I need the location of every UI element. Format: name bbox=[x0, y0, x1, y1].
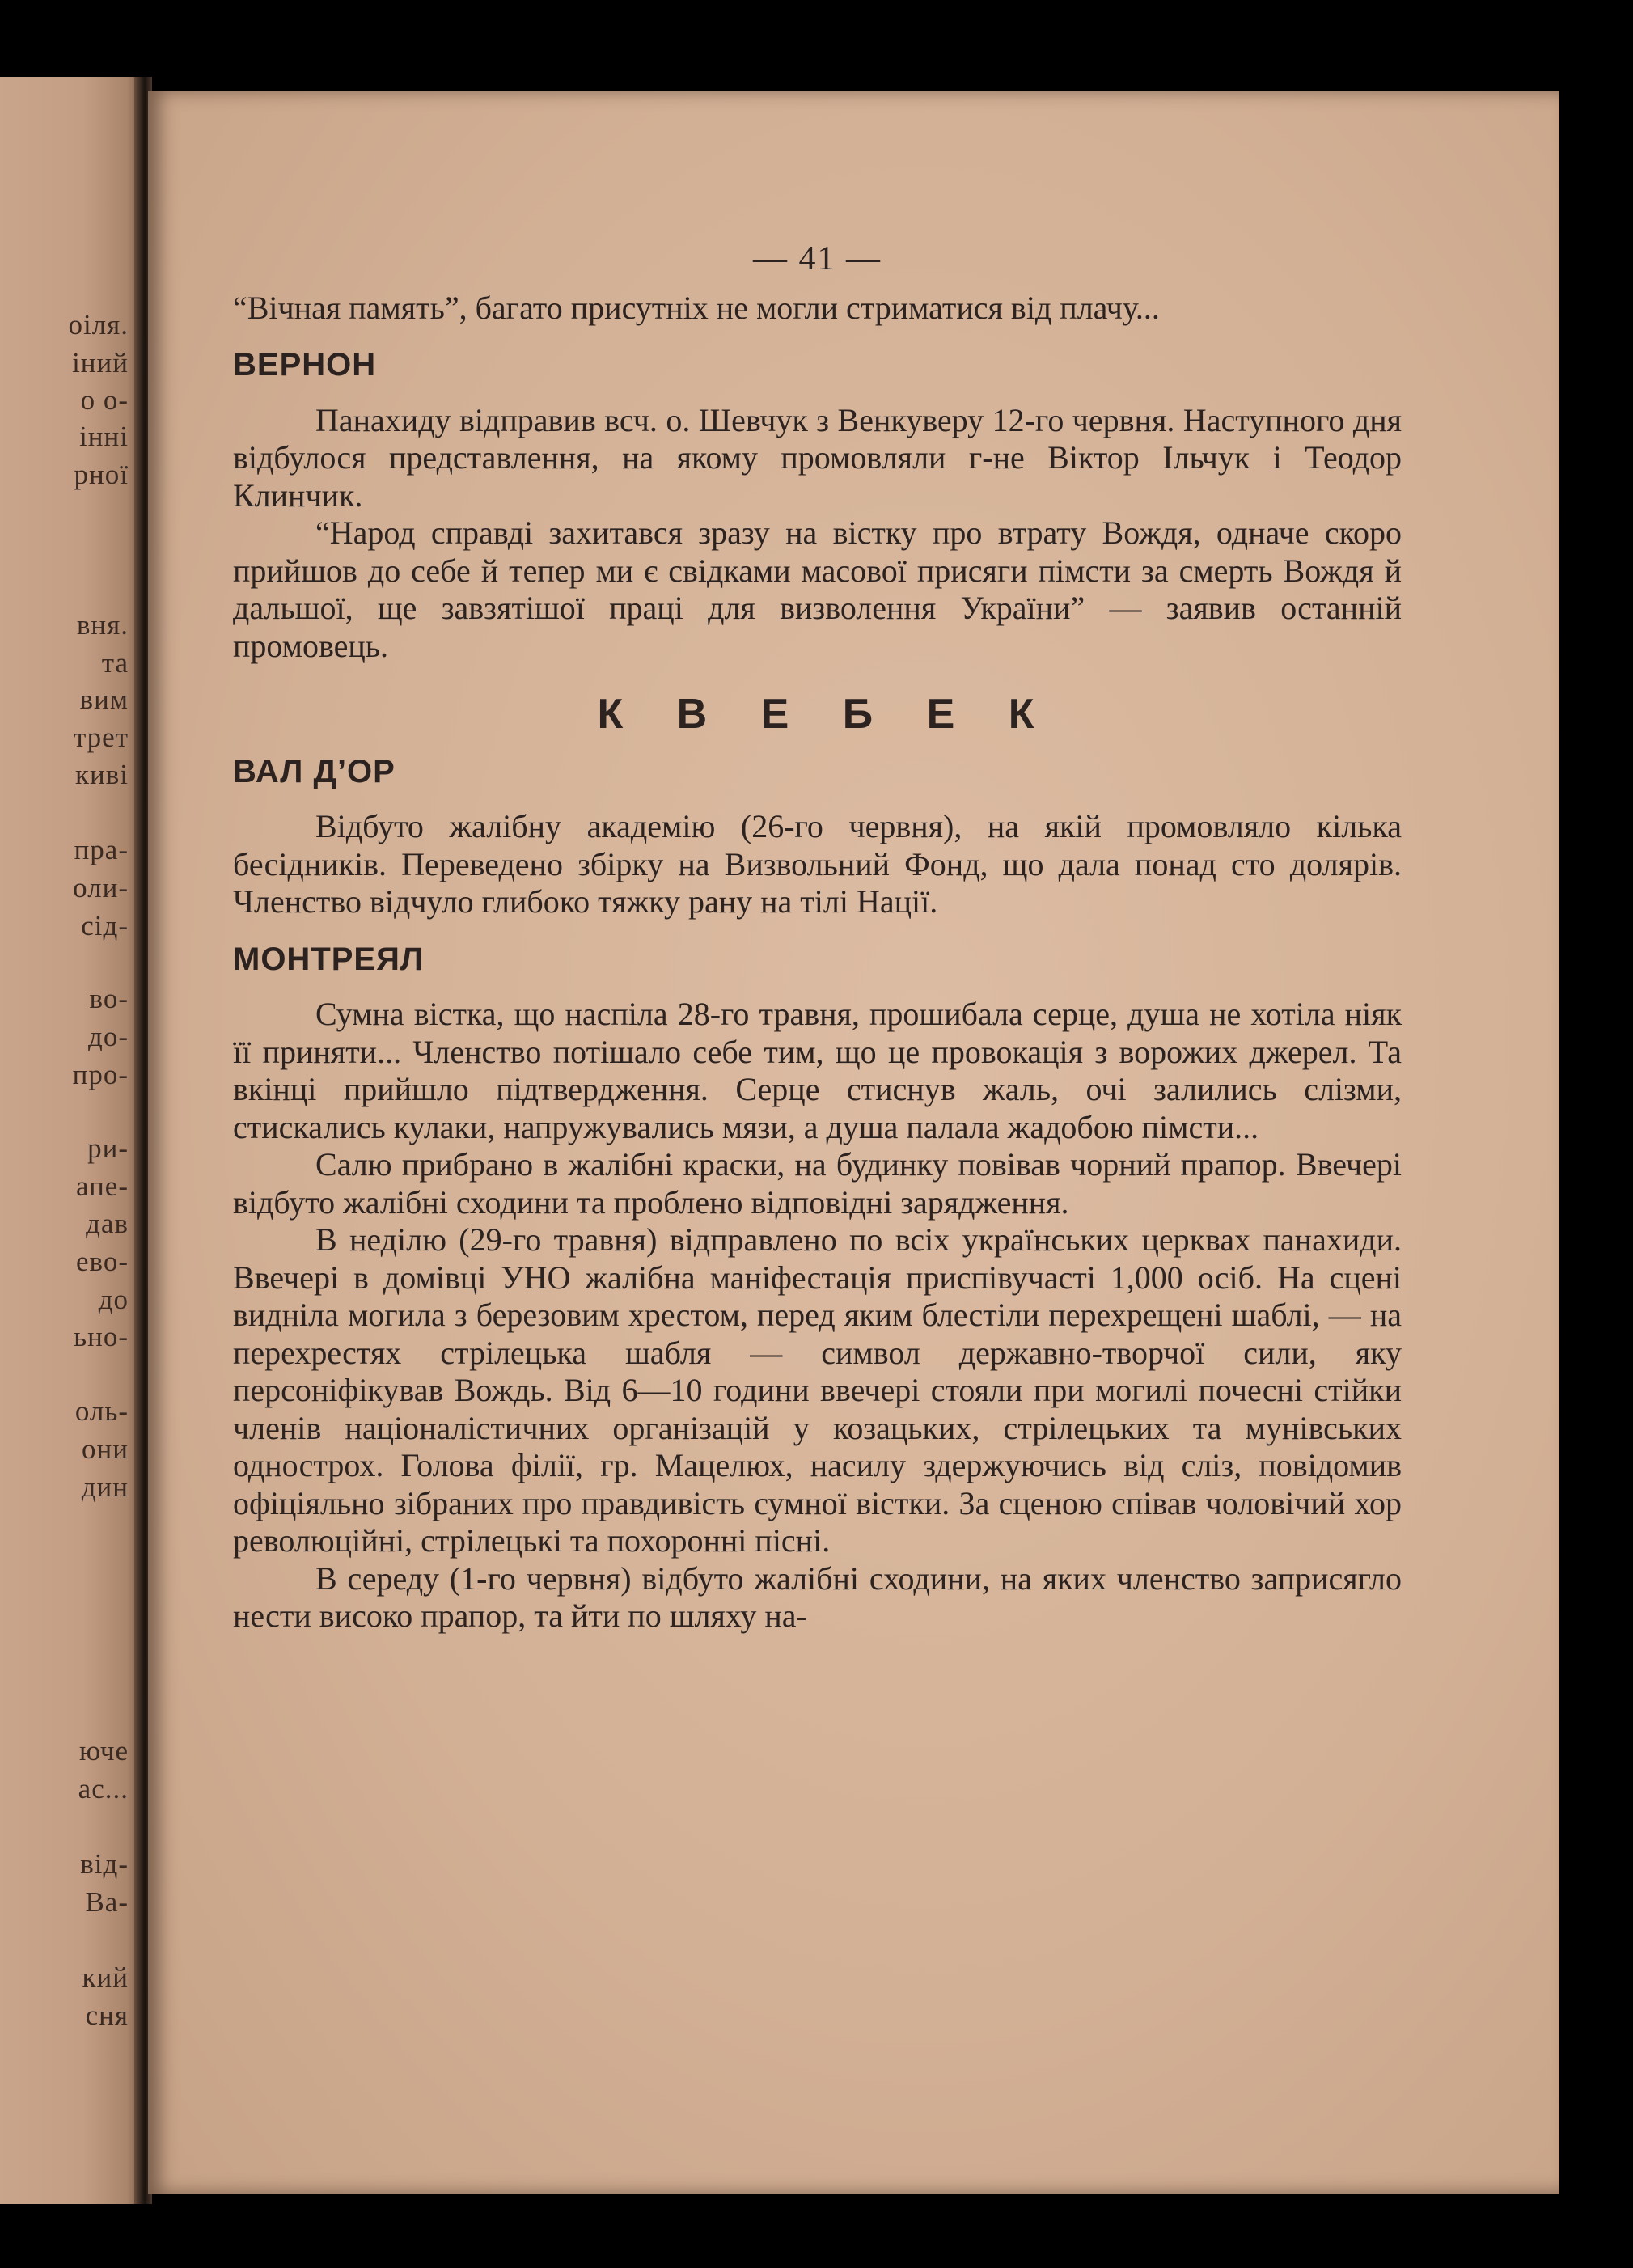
left-page-fragment: вня. bbox=[76, 609, 129, 641]
montreal-paragraph: В неділю (29-го травня) відправлено по всіх українських церквах панахиди. Ввечері в домівці УНО жалібна маніфестація приспівучасті 1,000 осіб. На сцені видніла могила з березовим хрестом, перед яким блестіли перехрещені шаблі, — на перехрестях стрілецька шабля — символ державно-творчої сили, яку персоніфікував Вождь. Від 6—10 години ввечері стояли при могилі почесні стійки членів націоналістичних організацій у козацьких, стрілецьких та мунівських однострох. Голова філії, гр. Мацелюх, насилу здержуючись від сліз, повідомив офіціяльно зібраних про правдивість сумної вістки. За сценою співав чоловічий хор революційні, стрілецькі та похоронні пісні. bbox=[233, 1221, 1402, 1559]
left-page-fragment: іний bbox=[72, 347, 129, 379]
montreal-paragraph: Салю прибрано в жалібні краски, на будинку повівав чорний прапор. Ввечері відбуто жалібні сходини та проблено відповідні зарядження. bbox=[233, 1146, 1402, 1221]
section-heading-valdor: ВАЛ Д’ОР bbox=[233, 753, 396, 789]
vernon-paragraph: “Народ справді захитався зразу на вістку про втрату Вождя, одначе скоро прийшов до себе й тепер ми є свідками масової присяги пімсти за смерть Вождя й дальшої, ще завзятішої праці для визволення України” — заявив останній промовець. bbox=[233, 514, 1402, 664]
section-heading-vernon: ВЕРНОН bbox=[233, 347, 377, 383]
left-page-fragment: ас... bbox=[78, 1773, 129, 1805]
left-page-fragment: про- bbox=[72, 1059, 129, 1090]
left-page-fragment: від- bbox=[80, 1848, 129, 1880]
left-page-fragment: оли- bbox=[73, 872, 129, 903]
left-page-fragment: о о- bbox=[80, 384, 129, 416]
left-page-fragment: трет bbox=[73, 721, 129, 753]
left-page-fragment: Ва- bbox=[85, 1886, 129, 1918]
left-page-fragment: ево- bbox=[76, 1246, 129, 1277]
left-page-fragment: до- bbox=[88, 1021, 129, 1052]
left-page-fragment: пра- bbox=[74, 834, 129, 865]
left-page-fragment: ьно- bbox=[74, 1321, 129, 1352]
left-page-fragment: вим bbox=[79, 683, 129, 715]
left-page-fragment: кий bbox=[82, 1961, 129, 1993]
montreal-paragraph: В середу (1-го червня) відбуто жалібні сходини, на яких членство заприсягло нести високо прапор, та йти по шляху на- bbox=[233, 1559, 1402, 1634]
left-page-fragment: дав bbox=[86, 1208, 129, 1239]
left-page-fragment: оль- bbox=[74, 1395, 129, 1427]
left-page-fragment: рної bbox=[74, 459, 129, 490]
left-page-fragment: сня bbox=[85, 1999, 129, 2031]
left-page-fragment: сід- bbox=[81, 910, 129, 941]
montreal-paragraph: Сумна вістка, що наспіла 28-го травня, прошибала серце, душа не хотіла ніяк її приняти... Членство потішало себе тим, що це провокація з ворожих джерел. Та вкінці прийшло підтвердження. Серце стиснув жаль, очі залились слізми, стискались кулаки, напружувались мязи, а душа палала жадобою пімсти... bbox=[233, 996, 1402, 1145]
left-page-fragment: киві bbox=[75, 759, 129, 790]
valdor-paragraph: Відбуто жалібну академію (26-го червня), на якій промовляло кілька бесідників. Переведено збірку на Визвольний Фонд, що дала понад сто долярів. Членство відчуло глибоко тяжку рану на тілі Нації. bbox=[233, 808, 1402, 920]
left-page-fragment: інні bbox=[79, 421, 129, 452]
left-page-fragment: до bbox=[98, 1284, 129, 1315]
left-page-fragment: ри- bbox=[87, 1132, 129, 1164]
book-page bbox=[148, 91, 1559, 2194]
left-page-fragment: апе- bbox=[76, 1170, 129, 1202]
intro-paragraph: “Вічная память”, багато присутніх не могли стриматися від плачу... bbox=[233, 289, 1160, 326]
section-heading-montreal: МОНТРЕЯЛ bbox=[233, 941, 424, 977]
region-heading-quebec: К В Е Б Е К bbox=[597, 691, 1038, 738]
left-page-fragment: дин bbox=[81, 1471, 129, 1503]
left-page-fragment: юче bbox=[79, 1735, 129, 1767]
left-facing-page bbox=[0, 77, 150, 2204]
page-content bbox=[233, 240, 1402, 1635]
left-page-fragment: они bbox=[82, 1433, 129, 1465]
left-page-fragment: та bbox=[101, 647, 129, 679]
left-page-fragment: во- bbox=[89, 983, 129, 1014]
vernon-paragraph: Панахиду відправив всч. о. Шевчук з Венкуверу 12-го червня. Наступного дня відбулося представлення, на якому промовляли г-не Віктор Ільчук і Теодор Клинчик. bbox=[233, 401, 1402, 514]
page-number: — 41 — bbox=[753, 240, 882, 277]
left-page-fragment: оіля. bbox=[68, 309, 129, 341]
